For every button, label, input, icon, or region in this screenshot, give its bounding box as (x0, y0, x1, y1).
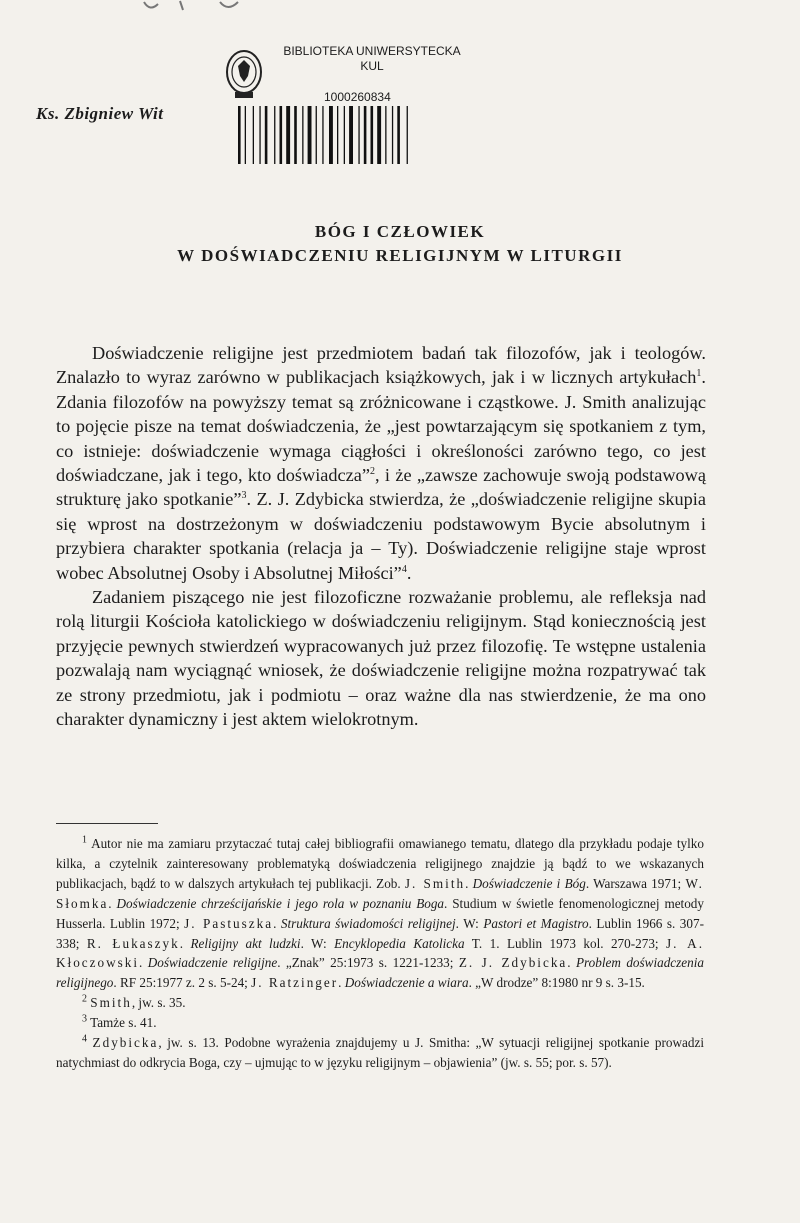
footnote-text: T. 1. Lublin 1973 kol. 270-273; (464, 935, 667, 951)
barcode-bar (358, 106, 359, 164)
footnote-text: . W: (455, 915, 484, 931)
footnote-work-title: Pastori et Magistro (483, 915, 589, 931)
footnote-2 (56, 993, 704, 1013)
barcode-bar (245, 106, 246, 164)
footnote-work-title: Doświadczenie i Bóg (472, 875, 586, 891)
footnote-text: . (108, 895, 117, 911)
footnote-text: . (567, 955, 576, 971)
footnote-author: R. Łukaszyk (86, 935, 180, 951)
author-name: Ks. Zbigniew Wit (36, 104, 164, 123)
library-name-line1: BIBLIOTEKA UNIWERSYTECKA (283, 44, 461, 58)
footnote-work-title: Encyklopedia Katolicka (334, 935, 465, 951)
footnote-work-title: Doświadczenie a wiara (344, 975, 469, 991)
footnote-text: . (139, 955, 148, 971)
body-text-run: Doświadczenie religijne jest przedmiotem badań tak filozofów, jak i teologów. Znalazło to wyraz zarówno w publikacjach książkowych, jak i w licznych artykułach (56, 343, 706, 388)
footnote-text: . Warszawa 1971; (585, 875, 686, 891)
footnote-ref[interactable]: 3 (241, 490, 247, 502)
footnote-text: , jw. s. 35. (131, 995, 186, 1011)
footnote-work-title: Doświadczenie chrześcijańskie i jego rola w poznaniu Boga (116, 895, 445, 911)
barcode-bar (302, 106, 303, 164)
footnote-text: . (465, 875, 473, 891)
footnote-author: J. Pastuszka (184, 915, 274, 931)
barcode-bar (377, 106, 381, 164)
footnotes (56, 834, 704, 1073)
barcode-bar (337, 106, 338, 164)
body-text-run: , i że „zawsze zachowuje swoją podstawową strukturę jako spotkanie” (56, 465, 706, 510)
barcode-bar (238, 106, 241, 164)
footnote-text: . (179, 935, 191, 951)
footnote-3 (56, 1013, 704, 1033)
footnote-number: 1 (82, 834, 87, 846)
footnote-author: Zdybicka (92, 1035, 159, 1051)
footnote-text: . W: (300, 935, 335, 951)
footnote-author: J. A. Kłoczowski (56, 935, 704, 971)
body-paragraph-1 (56, 341, 706, 585)
footnote-work-title: Problem doświadczenia religijnego (56, 955, 704, 991)
barcode-bar (274, 106, 275, 164)
footnote-text: . RF 25:1977 z. 2 s. 5-24; (113, 975, 252, 991)
barcode-bar (253, 106, 254, 164)
footnote-text: . Lublin 1966 s. 307-338; (56, 915, 704, 951)
barcode-bar (286, 106, 290, 164)
catalog-number: 1000260834 (324, 90, 391, 104)
barcode-bar (349, 106, 353, 164)
library-stamp (224, 40, 474, 170)
barcode-bar (280, 106, 283, 164)
footnote-text: . (273, 915, 281, 931)
barcode-bar (407, 106, 408, 164)
footnote-text: . „W drodze” 8:1980 nr 9 s. 3-15. (468, 975, 645, 991)
barcode-bar (392, 106, 393, 164)
footnote-author: Z. J. Zdybicka (458, 955, 568, 971)
barcode-bar (316, 106, 317, 164)
footnote-number: 4 (82, 1033, 87, 1045)
footnote-text: . (338, 975, 345, 991)
footnote-4 (56, 1033, 704, 1073)
barcode-bar (364, 106, 367, 164)
footnote-text: . „Znak” 25:1973 s. 1221-1233; (277, 955, 459, 971)
footnote-work-title: Religijny akt ludzki (190, 935, 301, 951)
article-title (80, 220, 720, 268)
body-text-run: . (406, 562, 412, 583)
article-body (56, 341, 706, 732)
library-name-line2: KUL (360, 59, 384, 73)
footnote-number: 3 (82, 1013, 87, 1025)
footnote-work-title: Struktura świadomości religijnej (280, 915, 456, 931)
footnote-text: . Studium w świetle fenomenologicznej metody Husserla. Lublin 1972; (56, 895, 704, 931)
ink-scribble (140, 0, 260, 14)
body-paragraph-2: Zadaniem piszącego nie jest filozoficzne rozważanie problemu, ale refleksja nad rolą liturgii Kościoła katolickiego w doświadczeniu religijnym. Stąd koniecznością jest przyjęcie pewnych stwierdzeń wypracowanych już przez filozofię. Te wstępne ustalenia pozwalają nam wyciągnąć wniosek, że doświadczenie religijne można rozpatrywać tak ze strony przedmiotu, jak i podmiotu – oraz ważne dla nas stwierdzenie, że ma ono charakter dynamiczny i jest aktem wielokrotnym. (56, 587, 706, 730)
barcode-bar (329, 106, 333, 164)
footnote-author: J. Smith (404, 875, 466, 891)
footnote-text: , jw. s. 13. Podobne wyrażenia znajdujemy u J. Smitha: „W sytuacji religijnej spotkanie prowadzi natychmiast do odkrycia Boga, czy – ujmując to w języku religijnym – objawienia” (jw. s. 55; por. s. 57). (56, 1035, 704, 1070)
body-text-run: . Zdania filozofów na powyższy temat są zróżnicowane i cząstkowe. J. Smith analizując to pojęcie pisze na temat doświadczenia, że „jest powtarzającym się spotkaniem z tym, co istnieje: doświadczenie wymaga ciągłości i określoności zarówno tego, co jest doświadczane, jak i tego, kto doświadcza” (56, 367, 706, 486)
footnote-ref[interactable]: 1 (696, 368, 702, 380)
footnote-ref[interactable]: 4 (401, 563, 407, 575)
footnote-author: Smith (90, 995, 132, 1011)
barcode-bar (344, 106, 345, 164)
footnote-author: J. Ratzinger (251, 975, 339, 991)
body-text-run: . Z. J. Zdybicka stwierdza, że „doświadczenie religijne skupia się wprost na dostrzeżonym w doświadczeniu podstawowym Bycie absolutnym i przybiera charakter spotkania (relacja ja – Ty). Doświadczenie religijne staje wprost wobec Absolutnej Osoby i Absolutnej Miłości” (56, 489, 706, 583)
footnote-1 (56, 834, 704, 993)
title-line2: W DOŚWIADCZENIU RELIGIJNYM W LITURGII (177, 246, 623, 265)
footnote-divider (56, 823, 158, 824)
title-line1: BÓG I CZŁOWIEK (314, 222, 486, 241)
footnote-text: Autor nie ma zamiaru przytaczać tutaj całej bibliografii omawianego tematu, dlatego dla przykładu podaje tylko kilka, a czytelnik zainteresowany problematyką doświadczenia religijnego znajdzie ją bądź to we wskazanych publikacjach, bądź to w dalszych artykułach tej publikacji. Zob. (56, 836, 704, 891)
barcode-bar (294, 106, 297, 164)
barcode-bar (265, 106, 268, 164)
barcode-bar (371, 106, 374, 164)
barcode (236, 106, 462, 164)
barcode-bar (259, 106, 260, 164)
barcode-bar (397, 106, 400, 164)
footnote-text: Tamże s. 41. (90, 1015, 157, 1031)
barcode-bar (308, 106, 312, 164)
footnote-author: W. Słomka (56, 875, 704, 911)
university-seal-icon (224, 48, 264, 100)
footnote-ref[interactable]: 2 (370, 465, 375, 477)
footnote-number: 2 (82, 993, 87, 1005)
barcode-bar (322, 106, 323, 164)
footnote-work-title: Doświadczenie religijne (147, 955, 278, 971)
library-name (272, 44, 472, 74)
barcode-bar (385, 106, 386, 164)
